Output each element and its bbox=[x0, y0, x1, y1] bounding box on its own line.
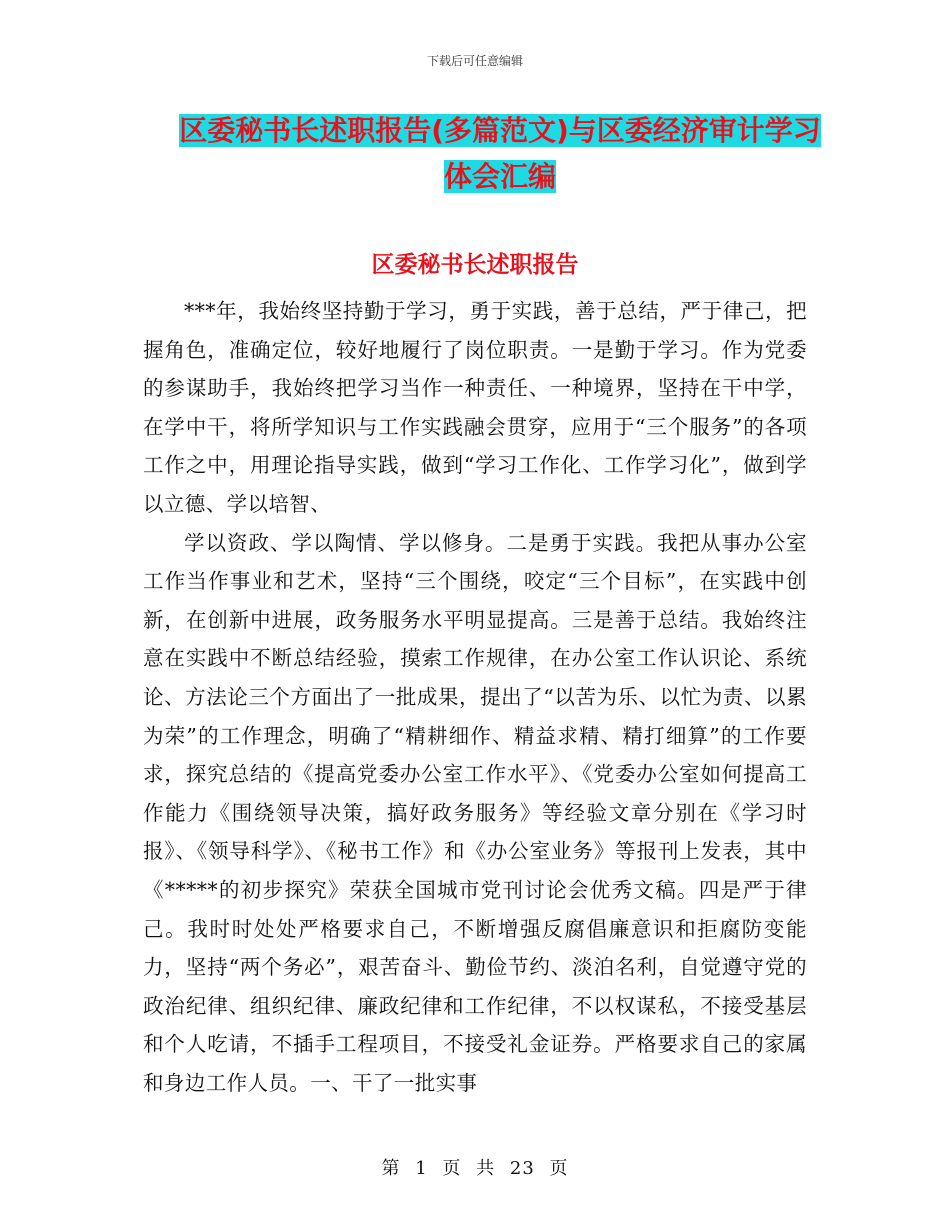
page-footer bbox=[0, 1154, 950, 1180]
document-title bbox=[150, 108, 850, 200]
paragraph: 学以资政、学以陶情、学以修身。二是勇于实践。我把从事办公室工作当作事业和艺术，坚持“三个围绕，咬定“三个目标”，在实践中创新，在创新中进展，政务服务水平明显提高。三是善于总结。我始终注意在实践中不断总结经验，摸索工作规律，在办公室工作认识论、系统论、方法论三个方面出了一批成果，提出了“以苦为乐、以忙为责、以累为荣”的工作理念，明确了“精耕细作、精益求精、精打细算”的工作要求，探究总结的《提高党委办公室工作水平》、《党委办公室如何提高工作能力《围绕领导决策，搞好政务服务》等经验文章分别在《学习时报》、《领导科学》、《秘书工作》和《办公室业务》等报刊上发表，其中《*****的初步探究》荣获全国城市党刊讨论会优秀文稿。四是严于律己。我时时处处严格要求自己，不断增强反腐倡廉意识和拒腐防变能力，坚持“两个务必”，艰苦奋斗、勤俭节约、淡泊名利，自觉遵守党的政治纪律、组织纪律、廉政纪律和工作纪律，不以权谋私，不接受基层和个人吃请，不插手工程项目，不接受礼金证券。严格要求自己的家属和身边工作人员。一、干了一批实事 bbox=[143, 530, 807, 1095]
footer-total-prefix: 共 bbox=[476, 1158, 496, 1179]
paragraph: ***年，我始终坚持勤于学习，勇于实践，善于总结，严于律己，把握角色，准确定位，较好地履行了岗位职责。一是勤于学习。作为党委的参谋助手，我始终把学习当作一种责任、一种境界，坚持在干中学，在学中干，将所学知识与工作实践融会贯穿，应用于“三个服务”的各项工作之中，用理论指导实践，做到“学习工作化、工作学习化”，做到学以立德、学以培智、 bbox=[143, 299, 807, 516]
header-note: 下载后可任意编辑 bbox=[426, 54, 523, 68]
footer-total-unit: 页 bbox=[549, 1158, 569, 1179]
footer-page-unit: 页 bbox=[442, 1158, 462, 1179]
total-pages: 23 bbox=[509, 1158, 535, 1179]
document-title-line-1: 区委秘书长述职报告(多篇范文)与区委经济审计学习 bbox=[179, 114, 821, 147]
body-text bbox=[143, 292, 807, 1102]
document-title-line-2: 体会汇编 bbox=[443, 160, 556, 193]
page-number: 1 bbox=[415, 1158, 428, 1179]
section-title: 区委秘书长述职报告 bbox=[371, 252, 579, 278]
footer-prefix: 第 bbox=[381, 1158, 401, 1179]
